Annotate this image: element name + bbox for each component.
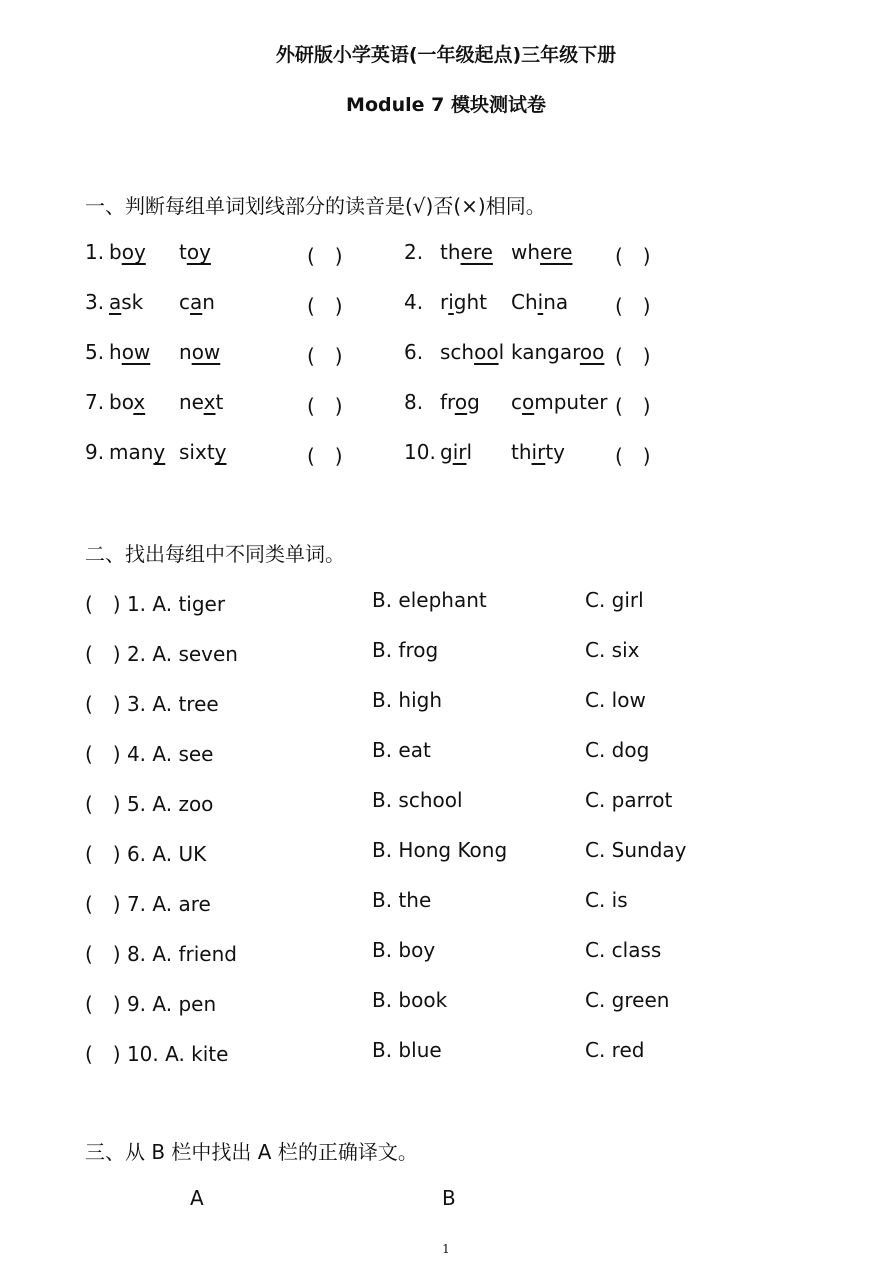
word-one xyxy=(440,340,504,364)
word-part: sixt xyxy=(179,440,215,464)
item-number: 1. xyxy=(85,240,105,264)
section1-heading: 一、判断每组单词划线部分的读音是(√)否(×)相同。 xyxy=(85,194,546,218)
item-number: 2. xyxy=(404,240,424,264)
word-two xyxy=(179,440,227,464)
option-b: B. blue xyxy=(372,1038,442,1062)
word-part: bo xyxy=(109,390,134,414)
underlined-part: x xyxy=(203,390,216,414)
question-option-a: ( ) 8. A. friend xyxy=(85,942,237,966)
word-part: g xyxy=(440,440,453,464)
item-number: 10. xyxy=(404,440,436,464)
item-number: 4. xyxy=(404,290,424,314)
answer-blank[interactable]: ( ) xyxy=(307,394,343,418)
word-part: na xyxy=(543,290,569,314)
underlined-part: i xyxy=(448,290,454,314)
underlined-part: ere xyxy=(540,240,573,264)
underlined-part: oy xyxy=(186,240,211,264)
underlined-part: a xyxy=(109,290,122,314)
section3-heading: 三、从 B 栏中找出 A 栏的正确译文。 xyxy=(85,1140,418,1164)
word-one xyxy=(109,390,145,414)
word-part: th xyxy=(440,240,461,264)
answer-blank[interactable]: ( ) xyxy=(307,344,343,368)
page-subtitle: Module 7 模块测试卷 xyxy=(346,94,546,116)
option-c: C. parrot xyxy=(585,788,673,812)
option-c: C. class xyxy=(585,938,662,962)
answer-blank[interactable]: ( ) xyxy=(615,244,651,268)
underlined-part: ir xyxy=(531,440,546,464)
underlined-part: i xyxy=(537,290,544,314)
option-b: B. boy xyxy=(372,938,436,962)
option-b: B. high xyxy=(372,688,443,712)
word-one xyxy=(440,390,480,414)
underlined-part: oo xyxy=(579,340,605,364)
item-number: 9. xyxy=(85,440,105,464)
page-title: 外研版小学英语(一年级起点)三年级下册 xyxy=(275,44,617,66)
word-two xyxy=(179,340,220,364)
word-part: Ch xyxy=(511,290,538,314)
word-one xyxy=(109,240,146,264)
option-b: B. book xyxy=(372,988,448,1012)
word-two xyxy=(511,340,604,364)
question-option-a: ( ) 3. A. tree xyxy=(85,692,219,716)
word-one xyxy=(440,290,487,314)
column-a-label: A xyxy=(190,1186,204,1210)
item-number: 5. xyxy=(85,340,105,364)
answer-blank[interactable]: ( ) xyxy=(307,294,343,318)
word-part: sch xyxy=(440,340,475,364)
word-one xyxy=(440,240,493,264)
word-part: c xyxy=(179,290,190,314)
word-part: b xyxy=(109,240,122,264)
word-two xyxy=(511,440,565,464)
word-part: ne xyxy=(179,390,204,414)
word-one xyxy=(109,440,165,464)
page-number: 1 xyxy=(442,1242,450,1256)
option-b: B. eat xyxy=(372,738,431,762)
word-part: wh xyxy=(511,240,541,264)
word-two xyxy=(511,290,568,314)
word-part: sk xyxy=(121,290,144,314)
underlined-part: y xyxy=(214,440,227,464)
underlined-part: o xyxy=(454,390,468,414)
word-two xyxy=(179,240,211,264)
word-part: c xyxy=(511,390,522,414)
word-part: ght xyxy=(453,290,488,314)
word-part: r xyxy=(440,290,449,314)
option-b: B. frog xyxy=(372,638,439,662)
question-option-a: ( ) 1. A. tiger xyxy=(85,592,226,616)
word-part: th xyxy=(511,440,532,464)
underlined-part: ow xyxy=(121,340,151,364)
underlined-part: ow xyxy=(191,340,221,364)
underlined-part: y xyxy=(153,440,166,464)
option-b: B. elephant xyxy=(372,588,487,612)
word-part: n xyxy=(179,340,192,364)
underlined-part: oy xyxy=(121,240,146,264)
word-part: n xyxy=(202,290,215,314)
question-option-a: ( ) 10. A. kite xyxy=(85,1042,229,1066)
word-two xyxy=(179,290,215,314)
word-part: mputer xyxy=(534,390,608,414)
answer-blank[interactable]: ( ) xyxy=(615,394,651,418)
question-option-a: ( ) 5. A. zoo xyxy=(85,792,214,816)
item-number: 3. xyxy=(85,290,105,314)
option-b: B. Hong Kong xyxy=(372,838,508,862)
option-b: B. school xyxy=(372,788,463,812)
underlined-part: ere xyxy=(460,240,493,264)
word-part: ty xyxy=(545,440,565,464)
question-option-a: ( ) 9. A. pen xyxy=(85,992,217,1016)
section2-heading: 二、找出每组中不同类单词。 xyxy=(85,542,345,566)
item-number: 7. xyxy=(85,390,105,414)
item-number: 8. xyxy=(404,390,424,414)
word-part: l xyxy=(466,440,473,464)
option-c: C. six xyxy=(585,638,640,662)
word-part: h xyxy=(109,340,122,364)
column-b-label: B xyxy=(442,1186,456,1210)
underlined-part: oo xyxy=(474,340,499,364)
word-two xyxy=(179,390,223,414)
underlined-part: a xyxy=(190,290,203,314)
option-c: C. is xyxy=(585,888,628,912)
word-part: fr xyxy=(440,390,455,414)
answer-blank[interactable]: ( ) xyxy=(307,244,343,268)
option-c: C. Sunday xyxy=(585,838,687,862)
option-c: C. low xyxy=(585,688,646,712)
word-part: t xyxy=(179,240,187,264)
underlined-part: ir xyxy=(452,440,467,464)
option-c: C. dog xyxy=(585,738,650,762)
answer-blank[interactable]: ( ) xyxy=(615,294,651,318)
question-option-a: ( ) 7. A. are xyxy=(85,892,211,916)
word-part: t xyxy=(215,390,224,414)
word-two xyxy=(511,390,607,414)
word-one xyxy=(109,340,150,364)
word-part: man xyxy=(109,440,154,464)
underlined-part: o xyxy=(522,390,535,414)
option-b: B. the xyxy=(372,888,432,912)
option-c: C. red xyxy=(585,1038,645,1062)
word-one xyxy=(109,290,143,314)
option-c: C. green xyxy=(585,988,670,1012)
item-number: 6. xyxy=(404,340,424,364)
answer-blank[interactable]: ( ) xyxy=(615,444,651,468)
word-two xyxy=(511,240,572,264)
word-one xyxy=(440,440,472,464)
underlined-part: x xyxy=(133,390,146,414)
answer-blank[interactable]: ( ) xyxy=(615,344,651,368)
word-part: l xyxy=(498,340,505,364)
option-c: C. girl xyxy=(585,588,644,612)
answer-blank[interactable]: ( ) xyxy=(307,444,343,468)
question-option-a: ( ) 6. A. UK xyxy=(85,842,207,866)
question-option-a: ( ) 4. A. see xyxy=(85,742,214,766)
question-option-a: ( ) 2. A. seven xyxy=(85,642,238,666)
word-part: g xyxy=(467,390,480,414)
word-part: kangar xyxy=(511,340,580,364)
